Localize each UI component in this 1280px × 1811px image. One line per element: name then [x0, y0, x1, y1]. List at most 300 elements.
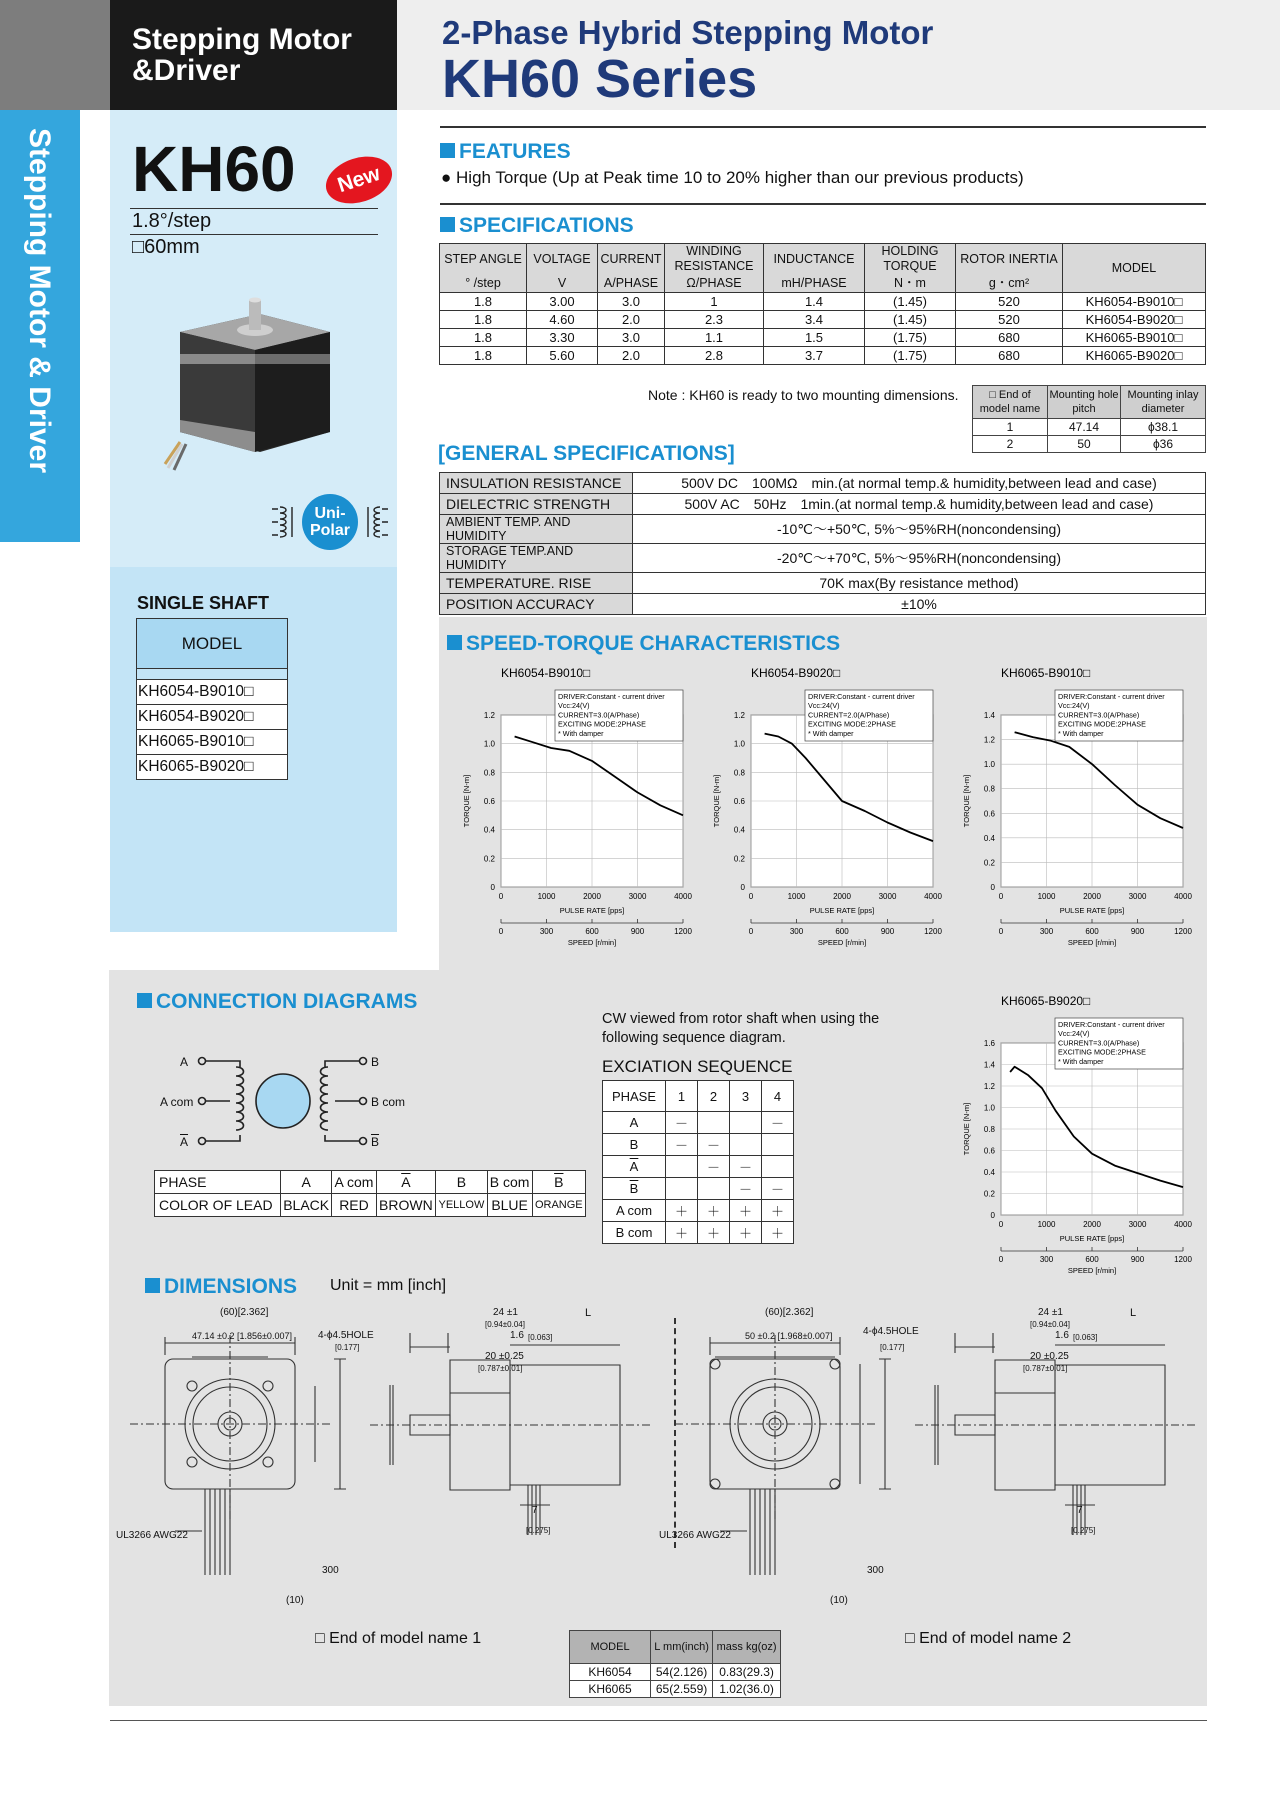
dim2-label: 300	[867, 1565, 884, 1576]
mass-header: mass kg(oz)	[713, 1631, 781, 1664]
page-title: KH60 Series	[442, 49, 758, 109]
speed-tick-label: 1200	[1174, 1255, 1192, 1264]
sequence-header: PHASE	[603, 1081, 666, 1112]
phase-cell: A com	[332, 1171, 376, 1194]
x-axis-label: PULSE RATE [pps]	[1059, 1234, 1125, 1243]
sequence-cell: ＋	[698, 1222, 730, 1244]
sequence-cell: A com	[603, 1200, 666, 1222]
dim1-label: 300	[322, 1565, 339, 1576]
annotation-line: Vcc:24(V)	[1058, 701, 1090, 711]
sequence-cell: ＋	[666, 1222, 698, 1244]
spec-cell: 1.1	[665, 329, 764, 347]
speed-tick-label: 0	[748, 927, 754, 936]
features-title: FEATURES	[440, 140, 571, 164]
speed-tick-label: 300	[1039, 927, 1054, 936]
dim1-label: [0.787±0.01]	[478, 1364, 523, 1373]
single-shaft-model: KH6054-B9020□	[137, 705, 288, 730]
general-key: STORAGE TEMP.AND HUMIDITY	[440, 544, 633, 573]
annotation-line: CURRENT=3.0(A/Phase)	[1058, 710, 1140, 720]
product-name: KH60	[132, 133, 296, 205]
sequence-row	[603, 1112, 794, 1134]
y-tick-label: 0.4	[983, 833, 995, 843]
spec-cell: 3.30	[527, 329, 598, 347]
spec-cell: (1.45)	[865, 311, 956, 329]
header-gray-left	[0, 0, 110, 110]
mount-cell: 47.14	[1048, 419, 1121, 436]
spec-row	[440, 293, 1206, 311]
dim1-label: L	[585, 1307, 592, 1319]
sequence-row	[603, 1178, 794, 1200]
spec-header: CURRENT	[598, 244, 665, 275]
cw-note-line1: CW viewed from rotor shaft when using the	[602, 1011, 880, 1027]
general-row	[440, 494, 1206, 515]
x-tick-label: 2000	[833, 892, 851, 901]
spec-table	[439, 243, 1206, 365]
spec-header: VOLTAGE	[527, 244, 598, 275]
speed-tick-label: 300	[789, 927, 804, 936]
speed-axis-label: SPEED [r/min]	[817, 938, 867, 947]
general-key: TEMPERATURE. RISE	[440, 573, 633, 594]
spec-cell: 1.8	[440, 347, 527, 365]
annotation-line: * With damper	[1058, 1056, 1104, 1066]
cw-note-line2: following sequence diagram.	[602, 1030, 786, 1046]
chart-kh6065-b9010	[955, 660, 1200, 960]
spec-unit: mH/PHASE	[764, 274, 865, 293]
dim1-label: 47.14 ±0.2 [1.856±0.007]	[192, 1331, 292, 1341]
dim2-label: 20 ±0.25	[1030, 1351, 1069, 1362]
spec-row	[440, 347, 1206, 365]
y-tick-label: 0.6	[483, 797, 495, 806]
frame-size: □60mm	[132, 236, 200, 258]
y-tick-label: 0.2	[983, 1189, 995, 1199]
spec-cell: 3.00	[527, 293, 598, 311]
y-axis-label: TORQUE [N-m]	[462, 774, 471, 828]
lead-color-cell: RED	[332, 1194, 376, 1217]
sequence-cell: －	[762, 1112, 794, 1134]
spec-cell: 3.4	[764, 311, 865, 329]
y-tick-label: 0	[990, 883, 995, 892]
y-tick-label: 0.4	[483, 825, 495, 835]
mass-table	[569, 1630, 781, 1698]
annotation-line: * With damper	[808, 728, 854, 738]
spec-header: MODEL	[1063, 244, 1206, 293]
chart-annotation	[1055, 690, 1183, 741]
phase-cell: B com	[487, 1171, 532, 1194]
x-tick-label: 1000	[1037, 1220, 1056, 1229]
spec-row	[440, 311, 1206, 329]
spec-cell: 2.8	[665, 347, 764, 365]
chart-title: KH6065-B9020□	[1001, 994, 1091, 1008]
dim1-label: (10)	[830, 1595, 848, 1606]
chart-kh6065-b9020	[955, 988, 1200, 1288]
top-rule	[440, 126, 1206, 128]
general-row	[440, 544, 1206, 573]
spec-cell: KH6054-B9010□	[1063, 293, 1206, 311]
spec-cell: 1	[665, 293, 764, 311]
annotation-line: EXCITING MODE:2PHASE	[1058, 719, 1146, 729]
sequence-table	[602, 1080, 794, 1244]
sequence-cell	[730, 1112, 762, 1134]
y-tick-label: 0.6	[983, 809, 995, 819]
spec-cell: 520	[956, 311, 1063, 329]
general-title: [GENERAL SPECIFICATIONS]	[438, 442, 735, 465]
sequence-cell: －	[698, 1156, 730, 1178]
lead-color-cell: ORANGE	[532, 1194, 585, 1217]
speed-tick-label: 600	[1085, 1255, 1099, 1264]
spec-unit: V	[527, 274, 598, 293]
new-badge-label: New	[334, 161, 383, 198]
single-shaft-model: KH6065-B9010□	[137, 730, 288, 755]
spec-unit: g・cm²	[956, 274, 1063, 293]
speed-tick-label: 1200	[924, 927, 942, 936]
mount-cell: ϕ38.1	[1121, 419, 1206, 436]
lead-label-bbar: $\overline{B}$	[371, 1135, 380, 1149]
dim2-label: (10)	[286, 1595, 304, 1606]
spec-unit: Ω/PHASE	[665, 274, 764, 293]
name-underline	[130, 208, 378, 209]
general-row	[440, 594, 1206, 615]
general-value: -10℃～+50℃, 5%～95%RH(noncondensing)	[633, 515, 1206, 544]
sequence-cell: －	[698, 1134, 730, 1156]
annotation-line: EXCITING MODE:2PHASE	[558, 719, 646, 729]
y-tick-label: 1.2	[983, 735, 995, 745]
sequence-cell: －	[666, 1112, 698, 1134]
y-tick-label: 1.6	[983, 1039, 995, 1048]
sequence-header-row	[603, 1081, 794, 1112]
annotation-line: CURRENT=2.0(A/Phase)	[808, 710, 890, 720]
sequence-header: 1	[666, 1081, 698, 1112]
dim1-label: [0.94±0.04]	[485, 1320, 525, 1329]
y-tick-label: 0	[740, 883, 745, 892]
spec-cell: 4.60	[527, 311, 598, 329]
sequence-row	[603, 1156, 794, 1178]
mount-cell: 50	[1048, 436, 1121, 453]
general-table	[439, 472, 1206, 615]
speed-tick-label: 0	[498, 927, 504, 936]
spec-cell: 1.5	[764, 329, 865, 347]
cw-note	[602, 1010, 879, 1048]
spec-cell: KH6065-B9020□	[1063, 347, 1206, 365]
spec-cell: 3.0	[598, 329, 665, 347]
mass-cell: 54(2.126)	[651, 1664, 713, 1681]
mass-cell: KH6054	[570, 1664, 651, 1681]
y-tick-label: 1.4	[983, 1060, 995, 1070]
sequence-cell: A	[603, 1112, 666, 1134]
spec-row	[440, 329, 1206, 347]
speed-tick-label: 300	[539, 927, 554, 936]
dim2-label: L	[1130, 1307, 1137, 1319]
footer-rule	[110, 1720, 1207, 1721]
sequence-cell: ＋	[698, 1200, 730, 1222]
speed-axis-label: SPEED [r/min]	[1067, 938, 1117, 947]
dim2-label: (60)[2.362]	[765, 1307, 814, 1318]
unipolar-badge	[302, 494, 358, 550]
mount-table	[972, 385, 1206, 453]
x-tick-label: 2000	[1083, 892, 1101, 901]
y-tick-label: 0.6	[983, 1146, 995, 1156]
x-tick-label: 4000	[1174, 1220, 1192, 1229]
y-tick-label: 0.4	[733, 825, 745, 835]
mass-cell: 0.83(29.3)	[713, 1664, 781, 1681]
dim2-label: [0.94±0.04]	[1030, 1320, 1070, 1329]
spec-unit: N・m	[865, 274, 956, 293]
spec-cell: 680	[956, 329, 1063, 347]
speed-tick-label: 0	[998, 1255, 1004, 1264]
y-tick-label: 1.4	[983, 711, 995, 720]
x-tick-label: 0	[748, 892, 754, 901]
annotation-line: * With damper	[1058, 728, 1104, 738]
single-shaft-model: KH6054-B9010□	[137, 680, 288, 705]
spec-unit: ° /step	[440, 274, 527, 293]
annotation-line: Vcc:24(V)	[808, 701, 840, 711]
brand-title	[132, 24, 352, 86]
lead-label-abar: $\overline{A}$	[180, 1135, 189, 1149]
lead-color-cell: BLACK	[280, 1194, 332, 1217]
annotation-line: Vcc:24(V)	[1058, 1029, 1090, 1039]
mount-cell: ϕ36	[1121, 436, 1206, 453]
sequence-cell: $\overline{A}$	[603, 1156, 666, 1178]
single-shaft-header: MODEL	[137, 619, 288, 669]
y-tick-label: 0.2	[983, 858, 995, 868]
sequence-cell: －	[762, 1178, 794, 1200]
end-model-name-1: □ End of model name 1	[315, 1630, 482, 1647]
dim1-label: 20 ±0.25	[485, 1351, 524, 1362]
sequence-header: 4	[762, 1081, 794, 1112]
y-tick-label: 0.8	[483, 768, 495, 778]
spec-cell: 5.60	[527, 347, 598, 365]
lead-color-table	[154, 1170, 586, 1217]
brand-line1: Stepping Motor	[132, 23, 352, 56]
x-axis-label: PULSE RATE [pps]	[559, 906, 625, 915]
spec-cell: 2.0	[598, 311, 665, 329]
dim1-label: 4-ϕ4.5HOLE	[318, 1330, 374, 1341]
annotation-line: DRIVER:Constant - current driver	[558, 692, 665, 701]
mount-note: Note : KH60 is ready to two mounting dimensions.	[648, 387, 959, 403]
lead-color-cell: COLOR OF LEAD	[155, 1194, 281, 1217]
dim1-label: 24 ±1	[493, 1307, 518, 1318]
unipolar-line2: Polar	[309, 522, 350, 539]
annotation-line: Vcc:24(V)	[558, 701, 590, 711]
sequence-cell	[666, 1178, 698, 1200]
single-shaft-model: KH6065-B9020□	[137, 755, 288, 780]
mount-header: Mounting inlay diameter	[1121, 386, 1206, 419]
feature-item	[441, 168, 1024, 188]
chart-annotation	[805, 690, 933, 741]
spec-unit: A/PHASE	[598, 274, 665, 293]
general-row	[440, 573, 1206, 594]
side-tab-text: Stepping Motor & Driver	[23, 128, 56, 474]
dimensions-title: DIMENSIONS	[145, 1275, 297, 1299]
feature-text: High Torque (Up at Peak time 10 to 20% higher than our previous products)	[456, 168, 1024, 187]
sequence-row	[603, 1200, 794, 1222]
spec-cell: KH6054-B9020□	[1063, 311, 1206, 329]
lead-label-b: B	[371, 1055, 380, 1069]
speed-tick-label: 1200	[674, 927, 692, 936]
single-shaft-table	[136, 618, 288, 780]
x-tick-label: 0	[998, 892, 1004, 901]
brand-line2: &Driver	[132, 54, 241, 87]
y-tick-label: 0.2	[733, 854, 745, 864]
speed-axis-label: SPEED [r/min]	[567, 938, 617, 947]
y-tick-label: 1.0	[483, 739, 495, 749]
spec-cell: 1.8	[440, 311, 527, 329]
connection-title: CONNECTION DIAGRAMS	[137, 990, 417, 1014]
sequence-cell: B com	[603, 1222, 666, 1244]
sequence-cell	[762, 1134, 794, 1156]
specifications-title: SPECIFICATIONS	[440, 214, 634, 238]
speed-tick-label: 0	[998, 927, 1004, 936]
mass-cell: KH6065	[570, 1681, 651, 1698]
speed-tick-label: 600	[835, 927, 849, 936]
spec-header: INDUCTANCE	[764, 244, 865, 275]
x-tick-label: 1000	[787, 892, 806, 901]
annotation-line: DRIVER:Constant - current driver	[1058, 1020, 1165, 1029]
sequence-cell: ＋	[730, 1222, 762, 1244]
phase-cell: $\overline{B}$	[532, 1171, 585, 1194]
speed-torque-title: SPEED-TORQUE CHARACTERISTICS	[447, 632, 840, 656]
dim2-label: [0.177]	[880, 1343, 905, 1352]
y-axis-label: TORQUE [N-m]	[712, 774, 721, 828]
general-key: POSITION ACCURACY	[440, 594, 633, 615]
y-tick-label: 1.2	[983, 1082, 995, 1091]
lead-label-bcom: B com	[371, 1095, 406, 1109]
general-value: -20℃～+70℃, 5%～95%RH(noncondensing)	[633, 544, 1206, 573]
spec-cell: 3.7	[764, 347, 865, 365]
dim2-label: 4-ϕ4.5HOLE	[863, 1326, 919, 1337]
lead-color-cell: BROWN	[376, 1194, 436, 1217]
sequence-cell	[698, 1112, 730, 1134]
annotation-line: CURRENT=3.0(A/Phase)	[558, 710, 640, 720]
dimensions-unit: Unit = mm [inch]	[330, 1277, 447, 1294]
x-tick-label: 4000	[924, 892, 942, 901]
phase-cell: A	[280, 1171, 332, 1194]
annotation-line: CURRENT=3.0(A/Phase)	[1058, 1038, 1140, 1048]
spec-cell: (1.75)	[865, 329, 956, 347]
speed-tick-label: 900	[880, 927, 895, 936]
x-axis-label: PULSE RATE [pps]	[809, 906, 875, 915]
speed-tick-label: 1200	[1174, 927, 1192, 936]
chart-kh6054-b9010	[455, 660, 700, 960]
spec-cell: KH6065-B9010□	[1063, 329, 1206, 347]
sequence-row	[603, 1134, 794, 1156]
x-tick-label: 3000	[878, 892, 897, 901]
sequence-cell: $\overline{B}$	[603, 1178, 666, 1200]
spec-cell: 1.8	[440, 329, 527, 347]
mount-cell: 2	[973, 436, 1048, 453]
x-tick-label: 0	[498, 892, 504, 901]
dim2-label: [0.787±0.01]	[1023, 1364, 1068, 1373]
chart-title: KH6054-B9010□	[501, 666, 591, 680]
general-value: 70K max(By resistance method)	[633, 573, 1206, 594]
page-subtitle: 2-Phase Hybrid Stepping Motor	[442, 14, 934, 51]
y-tick-label: 0.4	[983, 1168, 995, 1177]
dimension-drawing-1	[110, 1305, 670, 1615]
speed-tick-label: 900	[1130, 1255, 1145, 1264]
spec-cell: 3.0	[598, 293, 665, 311]
spec-header: WINDING RESISTANCE	[665, 244, 764, 275]
spec-header: HOLDING TORQUE	[865, 244, 956, 275]
general-row	[440, 515, 1206, 544]
lead-color-cell: BLUE	[487, 1194, 532, 1217]
y-tick-label: 0.8	[983, 1125, 995, 1134]
lead-label-a: A	[180, 1055, 189, 1069]
sequence-header: 3	[730, 1081, 762, 1112]
speed-tick-label: 300	[1039, 1255, 1054, 1264]
spec-header: ROTOR INERTIA	[956, 244, 1063, 275]
unipolar-line1: Uni-	[314, 505, 346, 522]
x-tick-label: 2000	[583, 892, 601, 901]
speed-tick-label: 600	[1085, 927, 1099, 936]
mass-header: L mm(inch)	[651, 1631, 713, 1664]
dim1-label: 1.6	[510, 1330, 524, 1341]
dim2-label: 7	[1077, 1505, 1083, 1516]
mass-header: MODEL	[570, 1631, 651, 1664]
sequence-header: 2	[698, 1081, 730, 1112]
sequence-title: EXCIATION SEQUENCE	[602, 1057, 793, 1076]
mount-header: □ End of model name	[973, 386, 1048, 419]
x-tick-label: 4000	[674, 892, 692, 901]
x-tick-label: 1000	[1037, 892, 1056, 901]
dim1-label: 7	[532, 1505, 538, 1516]
lead-color-cell: YELLOW	[436, 1194, 487, 1217]
sequence-cell: B	[603, 1134, 666, 1156]
dim2-label: 1.6	[1055, 1330, 1069, 1341]
phase-cell: B	[436, 1171, 487, 1194]
y-axis-label: TORQUE [N-m]	[962, 774, 971, 828]
speed-tick-label: 600	[585, 927, 599, 936]
spec-cell: 520	[956, 293, 1063, 311]
sequence-cell: ＋	[666, 1200, 698, 1222]
chart-annotation	[555, 690, 683, 741]
dim1-label: [0.275]	[526, 1526, 551, 1535]
mount-header: Mounting hole pitch	[1048, 386, 1121, 419]
y-tick-label: 0	[490, 883, 495, 892]
annotation-line: * With damper	[558, 728, 604, 738]
spec-cell: 1.4	[764, 293, 865, 311]
features-rule	[440, 203, 1206, 205]
end-model-name-2: □ End of model name 2	[905, 1630, 1072, 1647]
color-row	[155, 1194, 586, 1217]
chart-kh6054-b9020	[705, 660, 950, 960]
y-tick-label: 1.0	[983, 1103, 995, 1113]
chart-title: KH6065-B9010□	[1001, 666, 1091, 680]
spec-header: STEP ANGLE	[440, 244, 527, 275]
sequence-row	[603, 1222, 794, 1244]
step-underline	[130, 234, 378, 235]
x-tick-label: 0	[998, 1220, 1004, 1229]
x-tick-label: 2000	[1083, 1220, 1101, 1229]
general-row	[440, 473, 1206, 494]
spec-cell: (1.75)	[865, 347, 956, 365]
y-tick-label: 1.2	[483, 711, 495, 720]
single-shaft-title: SINGLE SHAFT	[137, 593, 270, 613]
phase-row	[155, 1171, 586, 1194]
chart-title: KH6054-B9020□	[751, 666, 841, 680]
sequence-cell: ＋	[762, 1200, 794, 1222]
x-tick-label: 3000	[1128, 1220, 1147, 1229]
annotation-line: EXCITING MODE:2PHASE	[1058, 1047, 1146, 1057]
speed-tick-label: 900	[630, 927, 645, 936]
spec-cell: 2.0	[598, 347, 665, 365]
phase-cell: PHASE	[155, 1171, 281, 1194]
general-value: 500V DC 100MΩ min.(at normal temp.& humidity,between lead and case)	[633, 473, 1206, 494]
step-angle: 1.8°/step	[132, 210, 212, 232]
annotation-line: DRIVER:Constant - current driver	[1058, 692, 1165, 701]
sequence-cell: －	[730, 1178, 762, 1200]
sequence-cell: －	[666, 1134, 698, 1156]
sequence-cell	[698, 1178, 730, 1200]
dim1-label: [0.063]	[528, 1333, 553, 1342]
